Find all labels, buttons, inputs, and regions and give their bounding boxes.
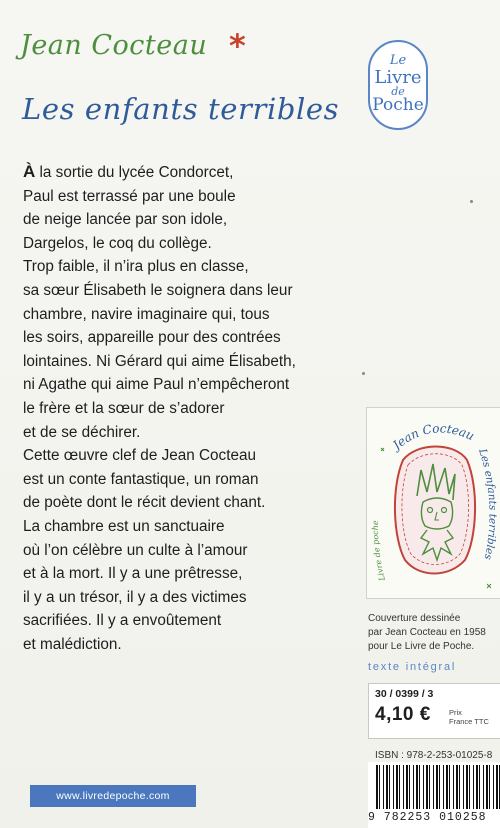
- drawing-svg: [367, 408, 500, 600]
- synopsis-line: La chambre est un sanctuaire: [23, 517, 225, 535]
- logo-word-livre: Livre: [374, 67, 422, 88]
- price-label: Prix France TTC: [449, 708, 489, 726]
- synopsis-line: sacrifiées. Il y a envoûtement: [23, 612, 222, 630]
- edition-note: texte intégral: [368, 661, 457, 673]
- synopsis-line: il y a un trésor, il y a des victimes: [23, 588, 247, 606]
- synopsis-line: où l’on célèbre un culte à l’amour: [23, 541, 248, 559]
- drawing-signature: Jean Cocteau: [390, 421, 477, 453]
- drawing-series-title: Les enfants terribles: [476, 447, 499, 561]
- isbn-text: ISBN : 978-2-253-01025-8: [375, 750, 493, 761]
- logo-word-de: de: [391, 85, 405, 98]
- synopsis-line: et à la mort. Il y a une prêtresse,: [23, 565, 243, 583]
- website-link[interactable]: www.livredepoche.com: [30, 785, 196, 807]
- synopsis-line: sa sœur Élisabeth le soignera dans leur: [23, 281, 293, 299]
- synopsis-line: Dargelos, le coq du collège.: [23, 234, 212, 252]
- synopsis-line: lointaines. Ni Gérard qui aime Élisabeth,: [23, 352, 296, 370]
- barcode-digits: 9 782253 010258: [368, 811, 487, 824]
- caption-line: Couverture dessinée: [368, 613, 461, 624]
- cocteau-drawing: [366, 407, 500, 599]
- caption-line: par Jean Cocteau en 1958: [368, 627, 486, 638]
- synopsis-line: À la sortie du lycée Condorcet,: [23, 162, 234, 181]
- synopsis-line: de neige lancée par son idole,: [23, 211, 228, 229]
- synopsis-line: et de se déchirer.: [23, 423, 141, 441]
- book-title: Les enfants terribles: [22, 92, 340, 126]
- synopsis-line: les soirs, appareille pour des contrées: [23, 329, 281, 347]
- synopsis-line: chambre, navire imaginaire qui, tous: [23, 305, 270, 323]
- caption-line: pour Le Livre de Poche.: [368, 641, 475, 652]
- paper-speck: [362, 372, 365, 375]
- barcode-icon: [376, 765, 500, 809]
- star-doodle: [487, 584, 491, 588]
- barcode-area: [368, 762, 500, 828]
- author-star-mark: *: [229, 27, 246, 65]
- catalog-code: 30 / 0399 / 3: [375, 688, 434, 700]
- synopsis-line: est un conte fantastique, un roman: [23, 470, 259, 488]
- publisher-logo: [368, 40, 428, 130]
- synopsis-line: Paul est terrassé par une boule: [23, 187, 236, 205]
- synopsis-line: de poète dont le récit devient chant.: [23, 494, 266, 512]
- synopsis-text: [23, 160, 353, 656]
- synopsis-line: Cette œuvre clef de Jean Cocteau: [23, 447, 256, 465]
- synopsis-line: ni Agathe qui aime Paul n’empêcheront: [23, 376, 290, 394]
- price-value: 4,10 €: [375, 704, 431, 725]
- synopsis-line: le frère et la sœur de s’adorer: [23, 399, 225, 417]
- logo-word-poche: Poche: [372, 95, 424, 115]
- author-name: Jean Cocteau: [20, 30, 208, 61]
- paper-speck: [470, 200, 473, 203]
- synopsis-line: Trop faible, il n’ira plus en classe,: [23, 258, 249, 276]
- logo-word-le: Le: [389, 53, 407, 68]
- drawing-side-text: Livre de poche: [370, 520, 387, 582]
- star-doodle: [381, 448, 384, 451]
- cover-caption: [368, 612, 486, 654]
- synopsis-line: et malédiction.: [23, 635, 122, 653]
- drop-cap: À: [23, 162, 36, 181]
- price-box: [368, 683, 500, 739]
